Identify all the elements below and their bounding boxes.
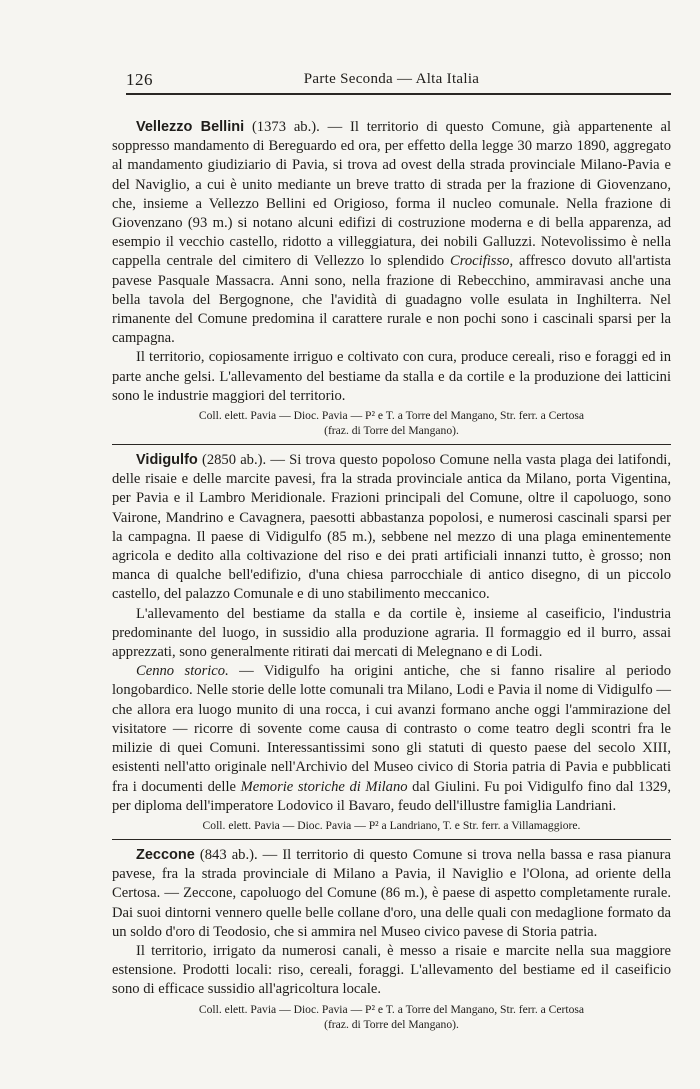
entry-title: Vellezzo Bellini bbox=[136, 119, 245, 135]
page-number: 126 bbox=[126, 70, 153, 89]
entry-meta: Coll. elett. Pavia — Dioc. Pavia — P² e T. a Torre del Mangano, Str. ferr. a Certosa (fraz. di Torre del Mangano). bbox=[198, 1002, 585, 1031]
entry-vellezzo-bellini bbox=[112, 118, 671, 438]
entry-paragraph: L'allevamento del bestiame da stalla e da cortile è, insieme al caseificio, l'industria predominante del luogo, in sussidio alla produzione agraria. Il formaggio ed il burro, assai apprezzati, sono generalmente ritirati dai mercati di Melegnano e di Lodi. bbox=[112, 605, 671, 661]
entry-meta: Coll. elett. Pavia — Dioc. Pavia — P² e T. a Torre del Mangano, Str. ferr. a Certosa (fraz. di Torre del Mangano). bbox=[198, 409, 585, 438]
entry-meta: Coll. elett. Pavia — Dioc. Pavia — P² a Landriano, T. e Str. ferr. a Villamaggiore. bbox=[202, 818, 581, 832]
entry-zeccone bbox=[112, 846, 671, 1032]
header-rule bbox=[126, 93, 671, 95]
entry-paragraph: Vellezzo Bellini (1373 ab.). — Il territorio di questo Comune, già appartenente al soppresso mandamento di Bereguardo ed ora, per effetto della legge 30 marzo 1890, aggregato al mandamento giudiziario di Pavia, si trova ad ovest della strada provinciale Milano-Pavia e del Naviglio, a cui è unito mediante un breve tratto di strada per la frazione di Giovenzano, che, insieme a Vellezzo Bellini ed Origioso, forma il nucleo comunale. Nella frazione di Giovenzano (93 m.) si notano alcuni edifizi di costruzione moderna e di bella apparenza, ad esempio il vecchio castello, ridotto a villeggiatura, dei nobili Galluzzi. Notevolissimo è nella cappella centrale del cimitero di Vellezzo lo splendido Crocifisso, affresco dovuto all'artista pavese Pasquale Massacra. Anni sono, nella frazione di Rebecchino, ammiravasi anche una bella tavola del Bergognone, che l'avidità di guadagno volle esulata in Inghilterra. Nel rimanente del Comune predomina il carattere rurale e non pochi sono i cascinali sparsi per la campagna. bbox=[112, 119, 672, 347]
entry-separator bbox=[112, 444, 671, 445]
entry-title: Vidigulfo bbox=[136, 452, 198, 469]
entry-paragraph: Vidigulfo (2850 ab.). — Si trova questo popoloso Comune nella vasta plaga dei latifondi, delle risaie e delle marcite pavesi, fra la strada provinciale antica da Milano, porta Vigentina, per Pavia e il Lambro Meridionale. Frazioni principali del Comune, oltre il capoluogo, sono Vairone, Mandrino e Cavagnera, paesotti abbastanza popolosi, e numerosi cascinali sparsi per la campagna. Il paese di Vidigulfo (85 m.), sebbene nel mezzo di una plaga eminentemente agricola e dedito alla coltivazione del riso e dei prati artificiali innanzi tutto, è grosso; non manca di qualche bell'edifizio, d'una chiesa parrocchiale di antico disegno, di un piccolo castello, del palazzo Comunale e di uno stabilimento meccanico. bbox=[112, 452, 671, 603]
entry-paragraph: Zeccone (843 ab.). — Il territorio di questo Comune si trova nella bassa e rasa pianura pavese, fra la strada provinciale di Milano a Pavia, il Naviglio e l'Olona, ad oriente della Certosa. — Zeccone, capoluogo del Comune (86 m.), è paese di aspetto completamente rurale. Dai suoi dintorni vennero quelle belle collane d'oro, una delle quali con medaglione formato da un soldo d'oro di Teodosio, che si ammira nel Museo civico pavese di Storia patria. bbox=[112, 846, 671, 940]
entry-paragraph: Il territorio, irrigato da numerosi canali, è messo a risaie e marcite nella sua maggiore estensione. Prodotti locali: riso, cereali, foraggi. L'allevamento del bestiame ed il caseificio sono di efficace sussidio all'agricoltura locale. bbox=[112, 942, 671, 998]
entry-title: Zeccone bbox=[136, 846, 195, 863]
entry-vidigulfo bbox=[112, 451, 671, 833]
running-head: Parte Seconda — Alta Italia bbox=[303, 71, 480, 87]
entry-paragraph: Cenno storico. — Vidigulfo ha origini antiche, che si fanno risalire al periodo longobardico. Nelle storie delle lotte comunali tra Milano, Lodi e Pavia il nome di Vidigulfo — che allora era luogo munito di una rocca, i cui avanzi formano anche oggi l'ammirazione del visitatore — ricorre di sovente come causa di contrasto o come teatro degli scontri fra le milizie di quei Comuni. Interessantissimi sono gli statuti di questo paese del secolo XIII, esistenti nell'atto originale nell'Archivio del Museo civico di Storia patria di Pavia e pubblicati fra i documenti delle Memorie storiche di Milano dal Giulini. Fu poi Vidigulfo fino dal 1329, per diploma dell'imperatore Lodovico il Bavaro, feudo dell'illustre famiglia Landriani. bbox=[112, 663, 671, 814]
entry-paragraph: Il territorio, copiosamente irriguo e coltivato con cura, produce cereali, riso e foraggi ed in parte anche gelsi. L'allevamento del bestiame da stalla e da cortile e la produzione dei latticini sono le industrie maggiori del territorio. bbox=[112, 349, 671, 404]
page-content bbox=[112, 118, 671, 1032]
entry-separator bbox=[112, 839, 671, 840]
page-header bbox=[112, 64, 671, 92]
